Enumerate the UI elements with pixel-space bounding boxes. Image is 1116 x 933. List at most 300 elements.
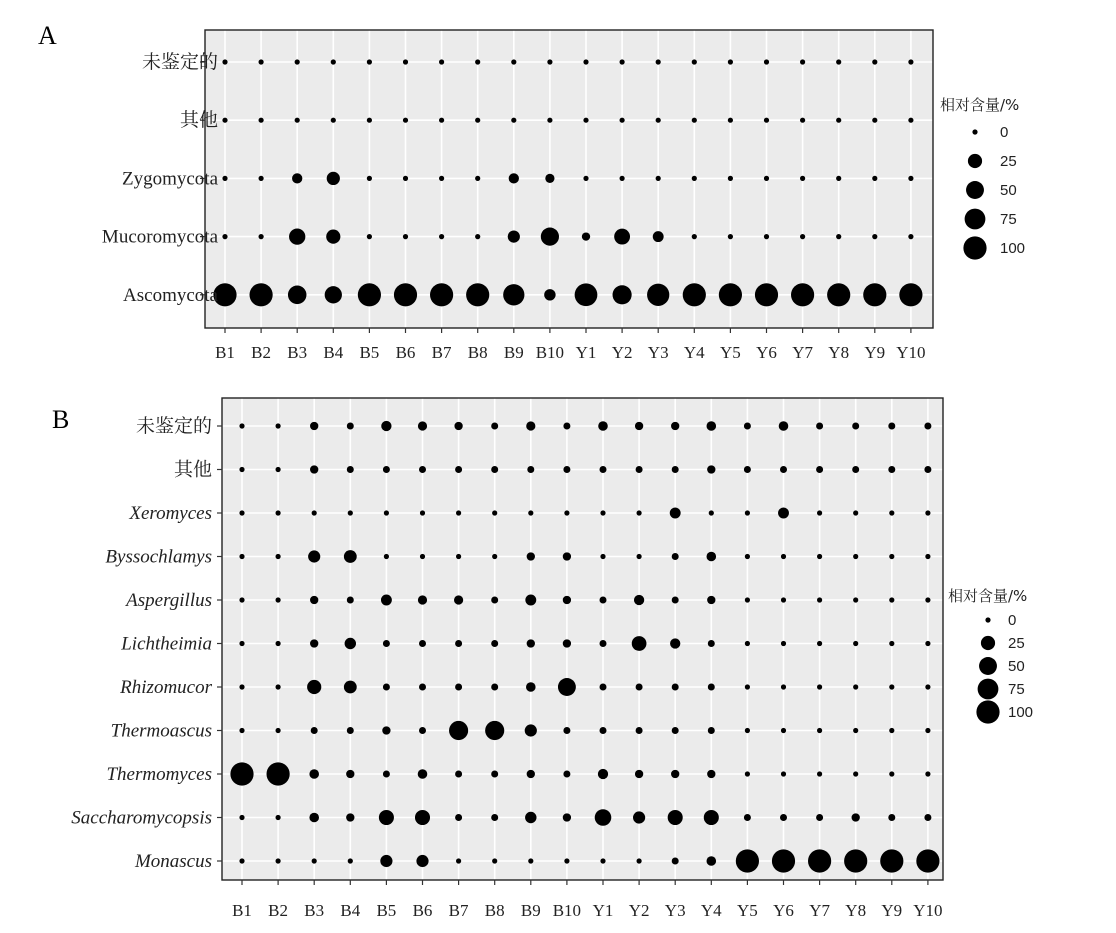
panel-a-legend-key-75	[965, 209, 986, 230]
panel-b-point-B4-3	[344, 550, 357, 563]
panel-b-point-Y5-0	[744, 423, 751, 430]
panel-a-point-Y9-4	[863, 283, 886, 306]
panel-b-point-B3-6	[307, 680, 321, 694]
panel-a-point-Y2-0	[620, 59, 625, 64]
panel-a-point-B8-2	[475, 176, 480, 181]
panel-b-point-Y5-3	[745, 554, 750, 559]
panel-b-ytick-label-7: Thermoascus	[110, 720, 212, 742]
panel-b-point-B4-0	[347, 423, 354, 430]
panel-a-point-Y1-3	[582, 232, 590, 240]
panel-b-point-Y8-2	[853, 510, 858, 515]
panel-a-point-Y6-4	[755, 283, 778, 306]
panel-b-point-Y1-4	[600, 597, 607, 604]
panel-b-xtick-label-B9: B9	[520, 901, 541, 920]
panel-b-point-B8-1	[491, 466, 498, 473]
panel-b-point-B8-10	[492, 858, 497, 863]
panel-b-point-Y2-4	[634, 595, 644, 605]
panel-a-point-Y6-2	[764, 176, 769, 181]
panel-b-xtick-label-B6: B6	[412, 901, 433, 920]
panel-b-point-Y4-5	[708, 640, 715, 647]
panel-b-point-Y3-7	[672, 727, 679, 734]
panel-a-point-B4-2	[327, 172, 340, 185]
panel-a-legend-label-75: 75	[1000, 211, 1017, 228]
panel-b-point-Y9-3	[889, 554, 894, 559]
panel-a-xtick-label-B7: B7	[431, 343, 452, 362]
panel-a-point-Y3-4	[647, 284, 669, 306]
panel-b-ytick-label-2: Xeromyces	[129, 503, 212, 524]
panel-a-point-B2-2	[259, 176, 264, 181]
panel-b-point-B10-2	[564, 510, 569, 515]
panel-a-point-Y2-3	[614, 229, 630, 245]
panel-b-point-Y8-8	[853, 771, 858, 776]
panel-a-point-Y4-0	[692, 59, 697, 64]
panel-b-xtick-label-B10: B10	[552, 901, 582, 920]
panel-a-point-B2-3	[259, 234, 264, 239]
panel-b-point-B7-9	[455, 814, 462, 821]
panel-b-point-Y5-4	[745, 597, 750, 602]
panel-b-point-B7-5	[455, 640, 462, 647]
panel-a-point-B5-0	[367, 59, 372, 64]
panel-a-point-B6-1	[403, 118, 408, 123]
panel-b-point-Y9-6	[889, 684, 894, 689]
panel-a-ytick-label-3: Mucoromycota	[101, 226, 218, 248]
panel-a-point-B5-2	[367, 176, 372, 181]
panel-a-point-B10-2	[545, 174, 554, 183]
panel-b-point-B8-0	[491, 423, 498, 430]
panel-a-ytick-label-1: 其他	[179, 110, 218, 132]
panel-a-point-Y3-1	[656, 118, 661, 123]
panel-b-point-Y2-9	[633, 811, 645, 823]
panel-a-legend-label-0: 0	[1000, 124, 1009, 141]
panel-b-point-Y10-2	[925, 510, 930, 515]
panel-b-point-B6-4	[418, 595, 427, 604]
panel-a-point-Y7-3	[800, 234, 805, 239]
panel-b-point-B2-9	[276, 815, 281, 820]
panel-b-point-Y10-5	[925, 641, 930, 646]
panel-b-point-Y1-3	[600, 554, 605, 559]
panel-b-point-B10-5	[563, 639, 571, 647]
panel-b-xtick-label-B4: B4	[340, 901, 361, 920]
panel-b-point-B5-4	[381, 595, 392, 606]
panel-b-point-Y9-0	[888, 423, 895, 430]
panel-b-point-B5-8	[383, 771, 390, 778]
panel-a-point-Y5-4	[719, 283, 742, 306]
panel-a-legend-label-50: 50	[1000, 182, 1017, 199]
panel-b-point-B7-7	[449, 721, 468, 740]
panel-a-point-Y3-3	[653, 231, 664, 242]
panel-a-point-Y6-0	[764, 59, 769, 64]
panel-b-point-B7-0	[454, 422, 462, 430]
panel-b-point-Y5-9	[744, 814, 751, 821]
panel-a-xtick-label-Y10: Y10	[896, 343, 926, 362]
panel-b-point-Y6-10	[772, 849, 795, 872]
panel-a-point-Y6-1	[764, 118, 769, 123]
panel-b-point-B10-8	[563, 771, 570, 778]
panel-a-point-Y4-4	[683, 283, 706, 306]
panel-b-point-B6-2	[420, 510, 425, 515]
panel-b-xtick-label-B7: B7	[448, 901, 469, 920]
panel-b-label: B	[52, 405, 70, 434]
panel-a-point-Y8-4	[827, 283, 850, 306]
panel-b-point-Y8-1	[852, 466, 859, 473]
panel-b-point-Y3-0	[671, 422, 679, 430]
panel-b-point-Y1-10	[600, 858, 605, 863]
panel-b-point-B6-3	[420, 554, 425, 559]
panel-b-xtick-label-Y4: Y4	[700, 901, 722, 920]
panel-b-point-B6-6	[419, 684, 426, 691]
panel-b-point-Y10-3	[925, 554, 930, 559]
panel-b-point-Y7-2	[817, 510, 822, 515]
panel-a-point-Y10-3	[908, 234, 913, 239]
panel-b-point-Y5-1	[744, 466, 751, 473]
panel-a-point-B1-1	[222, 118, 227, 123]
panel-a-point-Y7-0	[800, 59, 805, 64]
panel-a-legend-label-100: 100	[1000, 240, 1026, 257]
panel-b-point-Y4-6	[708, 684, 715, 691]
panel-b-point-B6-9	[415, 810, 430, 825]
panel-a-point-Y8-1	[836, 118, 841, 123]
panel-b-point-Y6-5	[781, 641, 786, 646]
panel-b-point-Y8-4	[853, 597, 858, 602]
panel-a-legend-key-25	[968, 154, 982, 168]
panel-a-xtick-label-Y7: Y7	[792, 343, 813, 362]
panel-b-point-B1-6	[239, 684, 244, 689]
panel-b-point-B5-10	[380, 855, 392, 867]
panel-a-xtick-label-B2: B2	[251, 343, 272, 362]
panel-b-point-B8-7	[485, 721, 504, 740]
panel-b-point-B9-9	[525, 812, 536, 823]
panel-b-point-B3-10	[312, 858, 317, 863]
panel-b-legend-label-25: 25	[1008, 635, 1025, 652]
panel-a-point-B4-3	[326, 230, 340, 244]
panel-b-point-Y7-0	[816, 423, 823, 430]
panel-b-point-Y5-2	[745, 510, 750, 515]
panel-a-point-B10-0	[547, 59, 552, 64]
panel-a-legend-label-25: 25	[1000, 153, 1017, 170]
panel-b-point-B1-9	[239, 815, 244, 820]
panel-b-xtick-label-B2: B2	[268, 901, 289, 920]
panel-b-legend-key-25	[981, 636, 995, 650]
panel-b-point-Y4-7	[708, 727, 715, 734]
panel-b-point-Y7-7	[817, 728, 822, 733]
panel-a-point-B3-1	[295, 118, 300, 123]
panel-a-point-Y1-4	[575, 283, 598, 306]
panel-b-point-Y6-1	[780, 466, 787, 473]
panel-a-xtick-label-Y6: Y6	[756, 343, 777, 362]
panel-b-point-Y6-4	[781, 597, 786, 602]
panel-b-point-B9-1	[527, 466, 534, 473]
panel-b-point-Y9-5	[889, 641, 894, 646]
panel-b-point-B3-7	[311, 727, 318, 734]
panel-a-point-Y8-0	[836, 59, 841, 64]
panel-a-xtick-label-Y8: Y8	[828, 343, 850, 362]
panel-a-xtick-label-Y3: Y3	[647, 343, 669, 362]
panel-b-point-B8-2	[492, 510, 497, 515]
panel-b-point-Y9-10	[880, 849, 903, 872]
panel-a-point-Y5-1	[728, 118, 733, 123]
panel-a-point-B10-1	[547, 118, 552, 123]
panel-a-xtick-label-Y2: Y2	[611, 343, 633, 362]
panel-a-ytick-label-0: 未鉴定的	[141, 52, 218, 73]
panel-a-point-B10-3	[541, 228, 559, 246]
panel-b-point-B6-10	[416, 855, 428, 867]
panel-b-point-B4-5	[345, 638, 356, 649]
panel-a-point-B7-2	[439, 176, 444, 181]
panel-b-point-B10-6	[558, 678, 576, 696]
panel-a-point-Y1-1	[583, 118, 588, 123]
panel-b-point-B7-3	[456, 554, 461, 559]
panel-b-point-B3-3	[308, 550, 320, 562]
panel-b-point-Y10-8	[925, 771, 930, 776]
panel-b-point-B3-9	[309, 813, 319, 823]
panel-a-point-Y5-3	[728, 234, 733, 239]
panel-a-point-Y8-3	[836, 234, 841, 239]
panel-a-point-Y2-2	[620, 176, 625, 181]
panel-a-point-Y4-2	[692, 176, 697, 181]
panel-b-point-B9-3	[527, 552, 535, 560]
panel-a-point-B5-1	[367, 118, 372, 123]
panel-b-point-Y5-8	[745, 771, 750, 776]
panel-a-xtick-label-Y4: Y4	[683, 343, 705, 362]
panel-b-point-Y9-1	[888, 466, 895, 473]
panel-b-xtick-label-B1: B1	[232, 901, 252, 920]
panel-b-point-Y6-6	[781, 684, 786, 689]
panel-b-xtick-label-Y9: Y9	[881, 901, 903, 920]
panel-a-point-B8-4	[466, 283, 489, 306]
panel-b-xtick-label-Y7: Y7	[809, 901, 830, 920]
panel-b-point-Y2-2	[637, 510, 642, 515]
panel-b-point-B9-7	[525, 724, 537, 736]
panel-a-ytick-label-2: Zygomycota	[121, 168, 218, 190]
panel-a-point-B7-3	[439, 234, 444, 239]
panel-b-point-Y3-3	[672, 553, 679, 560]
panel-b-point-B7-4	[454, 595, 463, 604]
panel-b-point-Y6-9	[780, 814, 787, 821]
panel-a-ytick-label-4: Ascomycota	[123, 284, 218, 306]
panel-b-point-B3-8	[309, 769, 319, 779]
panel-a-point-Y4-1	[692, 118, 697, 123]
panel-b-point-Y5-7	[745, 728, 750, 733]
panel-b-point-B4-6	[344, 681, 357, 694]
panel-b-xtick-label-Y3: Y3	[664, 901, 686, 920]
panel-b-point-B1-4	[239, 597, 244, 602]
panel-b-point-Y7-9	[816, 814, 823, 821]
panel-a-xtick-label-Y1: Y1	[575, 343, 597, 362]
panel-b-point-B9-10	[528, 858, 533, 863]
panel-b-point-B7-8	[455, 771, 462, 778]
panel-b-point-B1-10	[239, 858, 244, 863]
panel-b-point-Y2-7	[636, 727, 643, 734]
panel-a-xtick-label-Y9: Y9	[864, 343, 886, 362]
panel-b-point-Y4-3	[707, 552, 717, 562]
panel-b-point-Y2-5	[632, 636, 647, 651]
panel-b-point-B6-0	[418, 421, 427, 430]
panel-b-point-B5-2	[384, 510, 389, 515]
panel-a-point-B2-0	[259, 59, 264, 64]
panel-b-point-Y4-0	[707, 421, 717, 431]
panel-a-xtick-label-B5: B5	[359, 343, 380, 362]
panel-a-point-Y5-2	[728, 176, 733, 181]
panel-a-point-B8-1	[475, 118, 480, 123]
panel-b-point-Y7-4	[817, 597, 822, 602]
panel-b-point-Y9-9	[888, 814, 895, 821]
panel-b-legend-key-0	[985, 617, 990, 622]
panel-a-xtick-label-Y5: Y5	[720, 343, 741, 362]
panel-b-point-Y10-0	[924, 423, 931, 430]
panel-a-point-B4-4	[325, 286, 342, 303]
panel-a-point-Y9-3	[872, 234, 877, 239]
panel-b-xtick-label-Y10: Y10	[913, 901, 943, 920]
panel-a-xtick-label-B8: B8	[467, 343, 488, 362]
panel-b-point-Y7-8	[817, 771, 822, 776]
panel-b-point-B2-4	[276, 597, 281, 602]
panel-b-point-Y10-1	[924, 466, 931, 473]
panel-a-point-Y10-1	[908, 118, 913, 123]
panel-b-point-B9-5	[527, 639, 535, 647]
panel-b-point-Y2-8	[635, 770, 643, 778]
panel-b-point-B1-5	[239, 641, 244, 646]
panel-b-point-Y6-0	[779, 421, 789, 431]
panel-b-point-Y3-4	[672, 597, 679, 604]
panel-b-point-B6-7	[419, 727, 426, 734]
panel-b-point-B7-1	[455, 466, 462, 473]
panel-b-point-Y7-6	[817, 684, 822, 689]
panel-a-point-Y1-0	[583, 59, 588, 64]
panel-a-point-Y6-3	[764, 234, 769, 239]
panel-b-point-B4-10	[348, 858, 353, 863]
panel-b-point-B2-5	[276, 641, 281, 646]
panel-b-point-B6-8	[418, 769, 428, 779]
panel-b-point-Y7-10	[808, 849, 831, 872]
panel-b-point-Y7-5	[817, 641, 822, 646]
panel-b-ytick-label-6: Rhizomucor	[120, 677, 212, 698]
panel-b-point-Y2-6	[636, 684, 643, 691]
panel-a-point-Y3-2	[656, 176, 661, 181]
panel-b-legend-key-50	[979, 657, 997, 675]
panel-b-point-B2-1	[276, 467, 281, 472]
panel-b-point-B9-2	[528, 510, 533, 515]
panel-b-point-Y9-7	[889, 728, 894, 733]
panel-a-point-Y10-2	[908, 176, 913, 181]
panel-a-point-B8-3	[475, 234, 480, 239]
panel-a-point-Y4-3	[692, 234, 697, 239]
panel-b-point-Y8-9	[852, 813, 860, 821]
panel-a-point-B3-0	[295, 59, 300, 64]
panel-b-point-B2-0	[276, 423, 281, 428]
panel-a-point-Y1-2	[583, 176, 588, 181]
panel-b-point-B8-6	[491, 684, 498, 691]
panel-b-point-B7-2	[456, 510, 461, 515]
panel-b-point-Y1-2	[600, 510, 605, 515]
panel-a-point-Y2-1	[620, 118, 625, 123]
panel-b-point-B10-0	[563, 423, 570, 430]
panel-a-xtick-label-B3: B3	[287, 343, 308, 362]
panel-b-ytick-label-3: Byssochlamys	[105, 546, 212, 568]
panel-b-ytick-label-8: Thermomyces	[106, 764, 212, 785]
panel-a-point-B6-3	[403, 234, 408, 239]
panel-b-point-B4-8	[346, 770, 354, 778]
panel-b-legend-key-100	[976, 700, 999, 723]
panel-b-point-Y10-4	[925, 597, 930, 602]
panel-b-point-Y8-5	[853, 641, 858, 646]
panel-b-point-Y5-10	[736, 849, 759, 872]
panel-b-point-Y4-8	[707, 770, 715, 778]
panel-a-point-Y2-4	[613, 285, 632, 304]
panel-b-point-Y1-1	[600, 466, 607, 473]
panel-a-point-Y9-1	[872, 118, 877, 123]
panel-b-point-B2-3	[276, 554, 281, 559]
panel-b-point-Y1-6	[600, 684, 607, 691]
panel-b-point-B10-9	[563, 813, 571, 821]
panel-a-point-B2-1	[259, 118, 264, 123]
panel-a-point-Y10-0	[908, 59, 913, 64]
panel-a-point-Y3-0	[656, 59, 661, 64]
panel-b-point-Y2-1	[636, 466, 643, 473]
panel-b-point-B9-4	[525, 595, 536, 606]
panel-b-point-B3-4	[310, 596, 318, 604]
panel-a-legend-key-0	[972, 129, 977, 134]
panel-b-point-B2-10	[276, 858, 281, 863]
panel-b-ytick-label-4: Aspergillus	[126, 590, 212, 611]
panel-b-point-B4-9	[346, 813, 354, 821]
panel-b-point-B2-8	[267, 762, 290, 785]
panel-b-point-B5-9	[379, 810, 394, 825]
panel-b-point-Y5-5	[745, 641, 750, 646]
panel-b-ytick-label-9: Saccharomycopsis	[71, 807, 212, 829]
panel-a-point-B10-4	[544, 289, 555, 300]
panel-b-point-B1-2	[239, 510, 244, 515]
panel-a-point-Y9-0	[872, 59, 877, 64]
panel-b-legend-label-0: 0	[1008, 612, 1017, 629]
panel-b-xtick-label-Y1: Y1	[592, 901, 614, 920]
panel-b-point-Y7-3	[817, 554, 822, 559]
panel-b-point-Y1-5	[600, 640, 607, 647]
panel-b-point-Y9-4	[889, 597, 894, 602]
panel-b-point-B3-1	[310, 465, 318, 473]
panel-b-point-B10-3	[563, 552, 571, 560]
panel-a-point-B7-1	[439, 118, 444, 123]
panel-b-point-B7-6	[455, 684, 462, 691]
panel-a-point-B9-3	[508, 231, 520, 243]
panel-b-point-Y1-8	[598, 769, 608, 779]
panel-b-point-B4-7	[347, 727, 354, 734]
panel-b-point-B1-1	[239, 467, 244, 472]
panel-b-point-Y1-9	[595, 809, 612, 826]
panel-b-point-Y8-7	[853, 728, 858, 733]
panel-b-legend-label-100: 100	[1008, 704, 1034, 721]
panel-b-point-B5-6	[383, 684, 390, 691]
panel-b-point-B1-0	[239, 423, 244, 428]
panel-b-point-Y7-1	[816, 466, 823, 473]
panel-b-point-Y3-2	[670, 508, 681, 519]
panel-b-point-B10-10	[564, 858, 569, 863]
panel-b-xtick-label-Y2: Y2	[628, 901, 650, 920]
panel-a-legend-key-50	[966, 181, 984, 199]
panel-a-point-Y7-1	[800, 118, 805, 123]
panel-b-point-B10-7	[563, 727, 570, 734]
panel-a-point-B3-4	[288, 286, 307, 305]
panel-a-point-B1-2	[222, 176, 227, 181]
panel-b-point-B10-4	[563, 596, 571, 604]
panel-b-legend-label-75: 75	[1008, 681, 1025, 698]
panel-a-point-B6-2	[403, 176, 408, 181]
panel-a-point-B1-0	[222, 59, 227, 64]
panel-b-point-B5-5	[383, 640, 390, 647]
panel-b-point-Y10-10	[916, 849, 939, 872]
panel-b-point-Y4-2	[709, 510, 714, 515]
panel-b-point-Y2-10	[637, 858, 642, 863]
panel-a-xtick-label-B9: B9	[503, 343, 524, 362]
